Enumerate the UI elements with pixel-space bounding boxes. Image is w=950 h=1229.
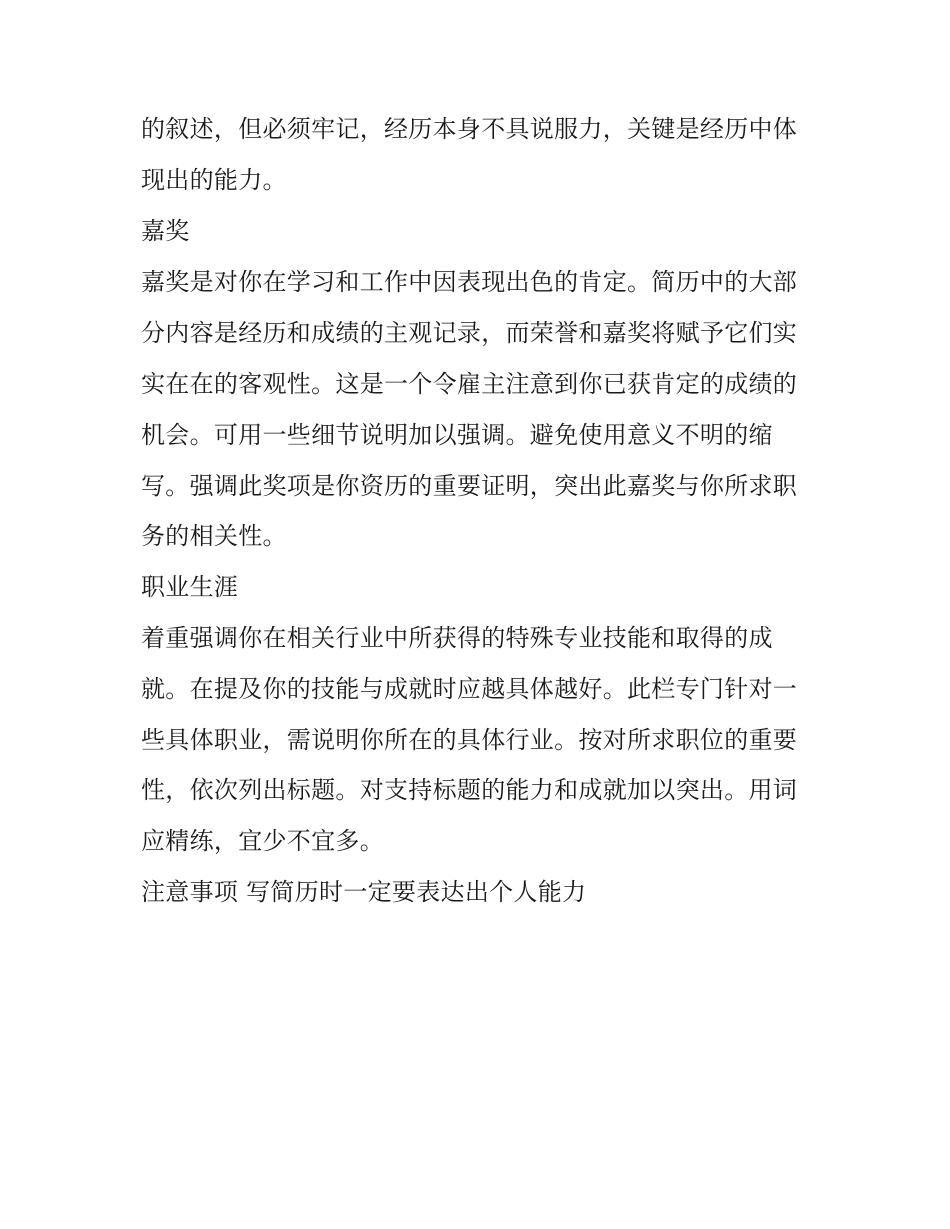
paragraph-line: 的叙述，但必须牢记，经历本身不具说服力，关键是经历中体 [141,115,798,143]
paragraph-line: 务的相关性。 [141,522,287,550]
paragraph-line: 应精练，宜少不宜多。 [141,827,384,855]
section-heading-awards: 嘉奖 [141,217,190,245]
paragraph-line: 就。在提及你的技能与成就时应越具体越好。此栏专门针对一 [141,675,798,703]
paragraph-line: 些具体职业，需说明你所在的具体行业。按对所求职位的重要 [141,726,798,754]
section-heading-career: 职业生涯 [141,573,239,601]
paragraph-line: 机会。可用一些细节说明加以强调。避免使用意义不明的缩 [141,421,773,449]
paragraph-line: 实在在的客观性。这是一个令雇主注意到你已获肯定的成绩的 [141,370,798,398]
paragraph-line: 嘉奖是对你在学习和工作中因表现出色的肯定。简历中的大部 [141,268,798,296]
paragraph-line: 写。强调此奖项是你资历的重要证明，突出此嘉奖与你所求职 [141,472,798,500]
paragraph-line: 分内容是经历和成绩的主观记录，而荣誉和嘉奖将赋予它们实 [141,319,798,347]
paragraph-line: 着重强调你在相关行业中所获得的特殊专业技能和取得的成 [141,624,773,652]
section-heading-notes: 注意事项 写简历时一定要表达出个人能力 [141,878,587,906]
paragraph-line: 性，依次列出标题。对支持标题的能力和成就加以突出。用词 [141,776,798,804]
paragraph-line: 现出的能力。 [141,166,287,194]
